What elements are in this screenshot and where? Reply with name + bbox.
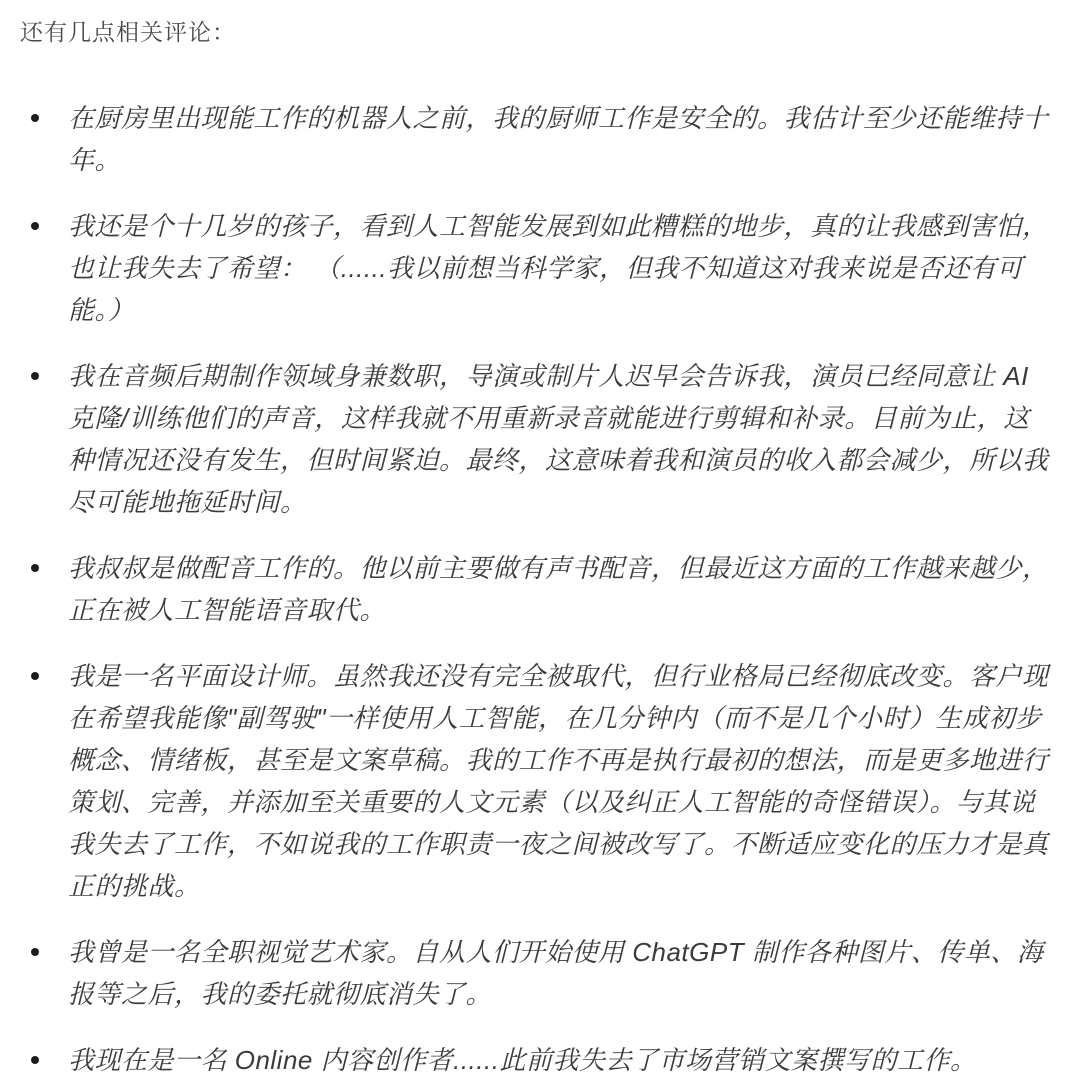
page-title: 还有几点相关评论：	[20, 19, 236, 45]
comment-text: 我是一名平面设计师。虽然我还没有完全被取代，但行业格局已经彻底改变。客户现在希望我能像"副驾驶"一样使用人工智能，在几分钟内（而不是几个小时）生成初步概念、情绪板，甚至是文案草稿。我的工作不再是执行最初的想法，而是更多地进行策划、完善，并添加至关重要的人文元素（以及纠正人工智能的奇怪错误）。与其说我失去了工作，不如说我的工作职责一夜之间被改写了。不断适应变化的压力才是真正的挑战。	[68, 661, 1049, 901]
list-item	[20, 97, 1054, 181]
bullet-icon	[31, 1056, 39, 1064]
list-item	[20, 931, 1054, 1015]
comment-text: 我叔叔是做配音工作的。他以前主要做有声书配音，但最近这方面的工作越来越少，正在被人工智能语音取代。	[68, 553, 1049, 625]
comment-text: 我还是个十几岁的孩子，看到人工智能发展到如此糟糕的地步，真的让我感到害怕，也让我失去了希望： （......我以前想当科学家，但我不知道这对我来说是否还有可能。）	[68, 211, 1049, 325]
bullet-icon	[31, 564, 39, 572]
list-item	[20, 355, 1054, 523]
bullet-icon	[31, 372, 39, 380]
comment-text: 我在音频后期制作领域身兼数职，导演或制片人迟早会告诉我，演员已经同意让 AI 克隆/训练他们的声音，这样我就不用重新录音就能进行剪辑和补录。目前为止，这种情况还没有发生，但时间紧迫。最终，这意味着我和演员的收入都会减少，所以我尽可能地拖延时间。	[68, 361, 1049, 517]
bullet-icon	[31, 948, 39, 956]
list-item	[20, 547, 1054, 631]
list-item	[20, 655, 1054, 907]
bullet-icon	[31, 672, 39, 680]
bullet-icon	[31, 222, 39, 230]
comment-text: 我现在是一名 Online 内容创作者......此前我失去了市场营销文案撰写的工作。	[68, 1045, 977, 1075]
comments-list	[20, 97, 1054, 1081]
list-item	[20, 205, 1054, 331]
comment-text: 在厨房里出现能工作的机器人之前，我的厨师工作是安全的。我估计至少还能维持十年。	[68, 103, 1049, 175]
comment-text: 我曾是一名全职视觉艺术家。自从人们开始使用 ChatGPT 制作各种图片、传单、海报等之后，我的委托就彻底消失了。	[68, 937, 1044, 1009]
list-item	[20, 1039, 1054, 1081]
bullet-icon	[31, 114, 39, 122]
